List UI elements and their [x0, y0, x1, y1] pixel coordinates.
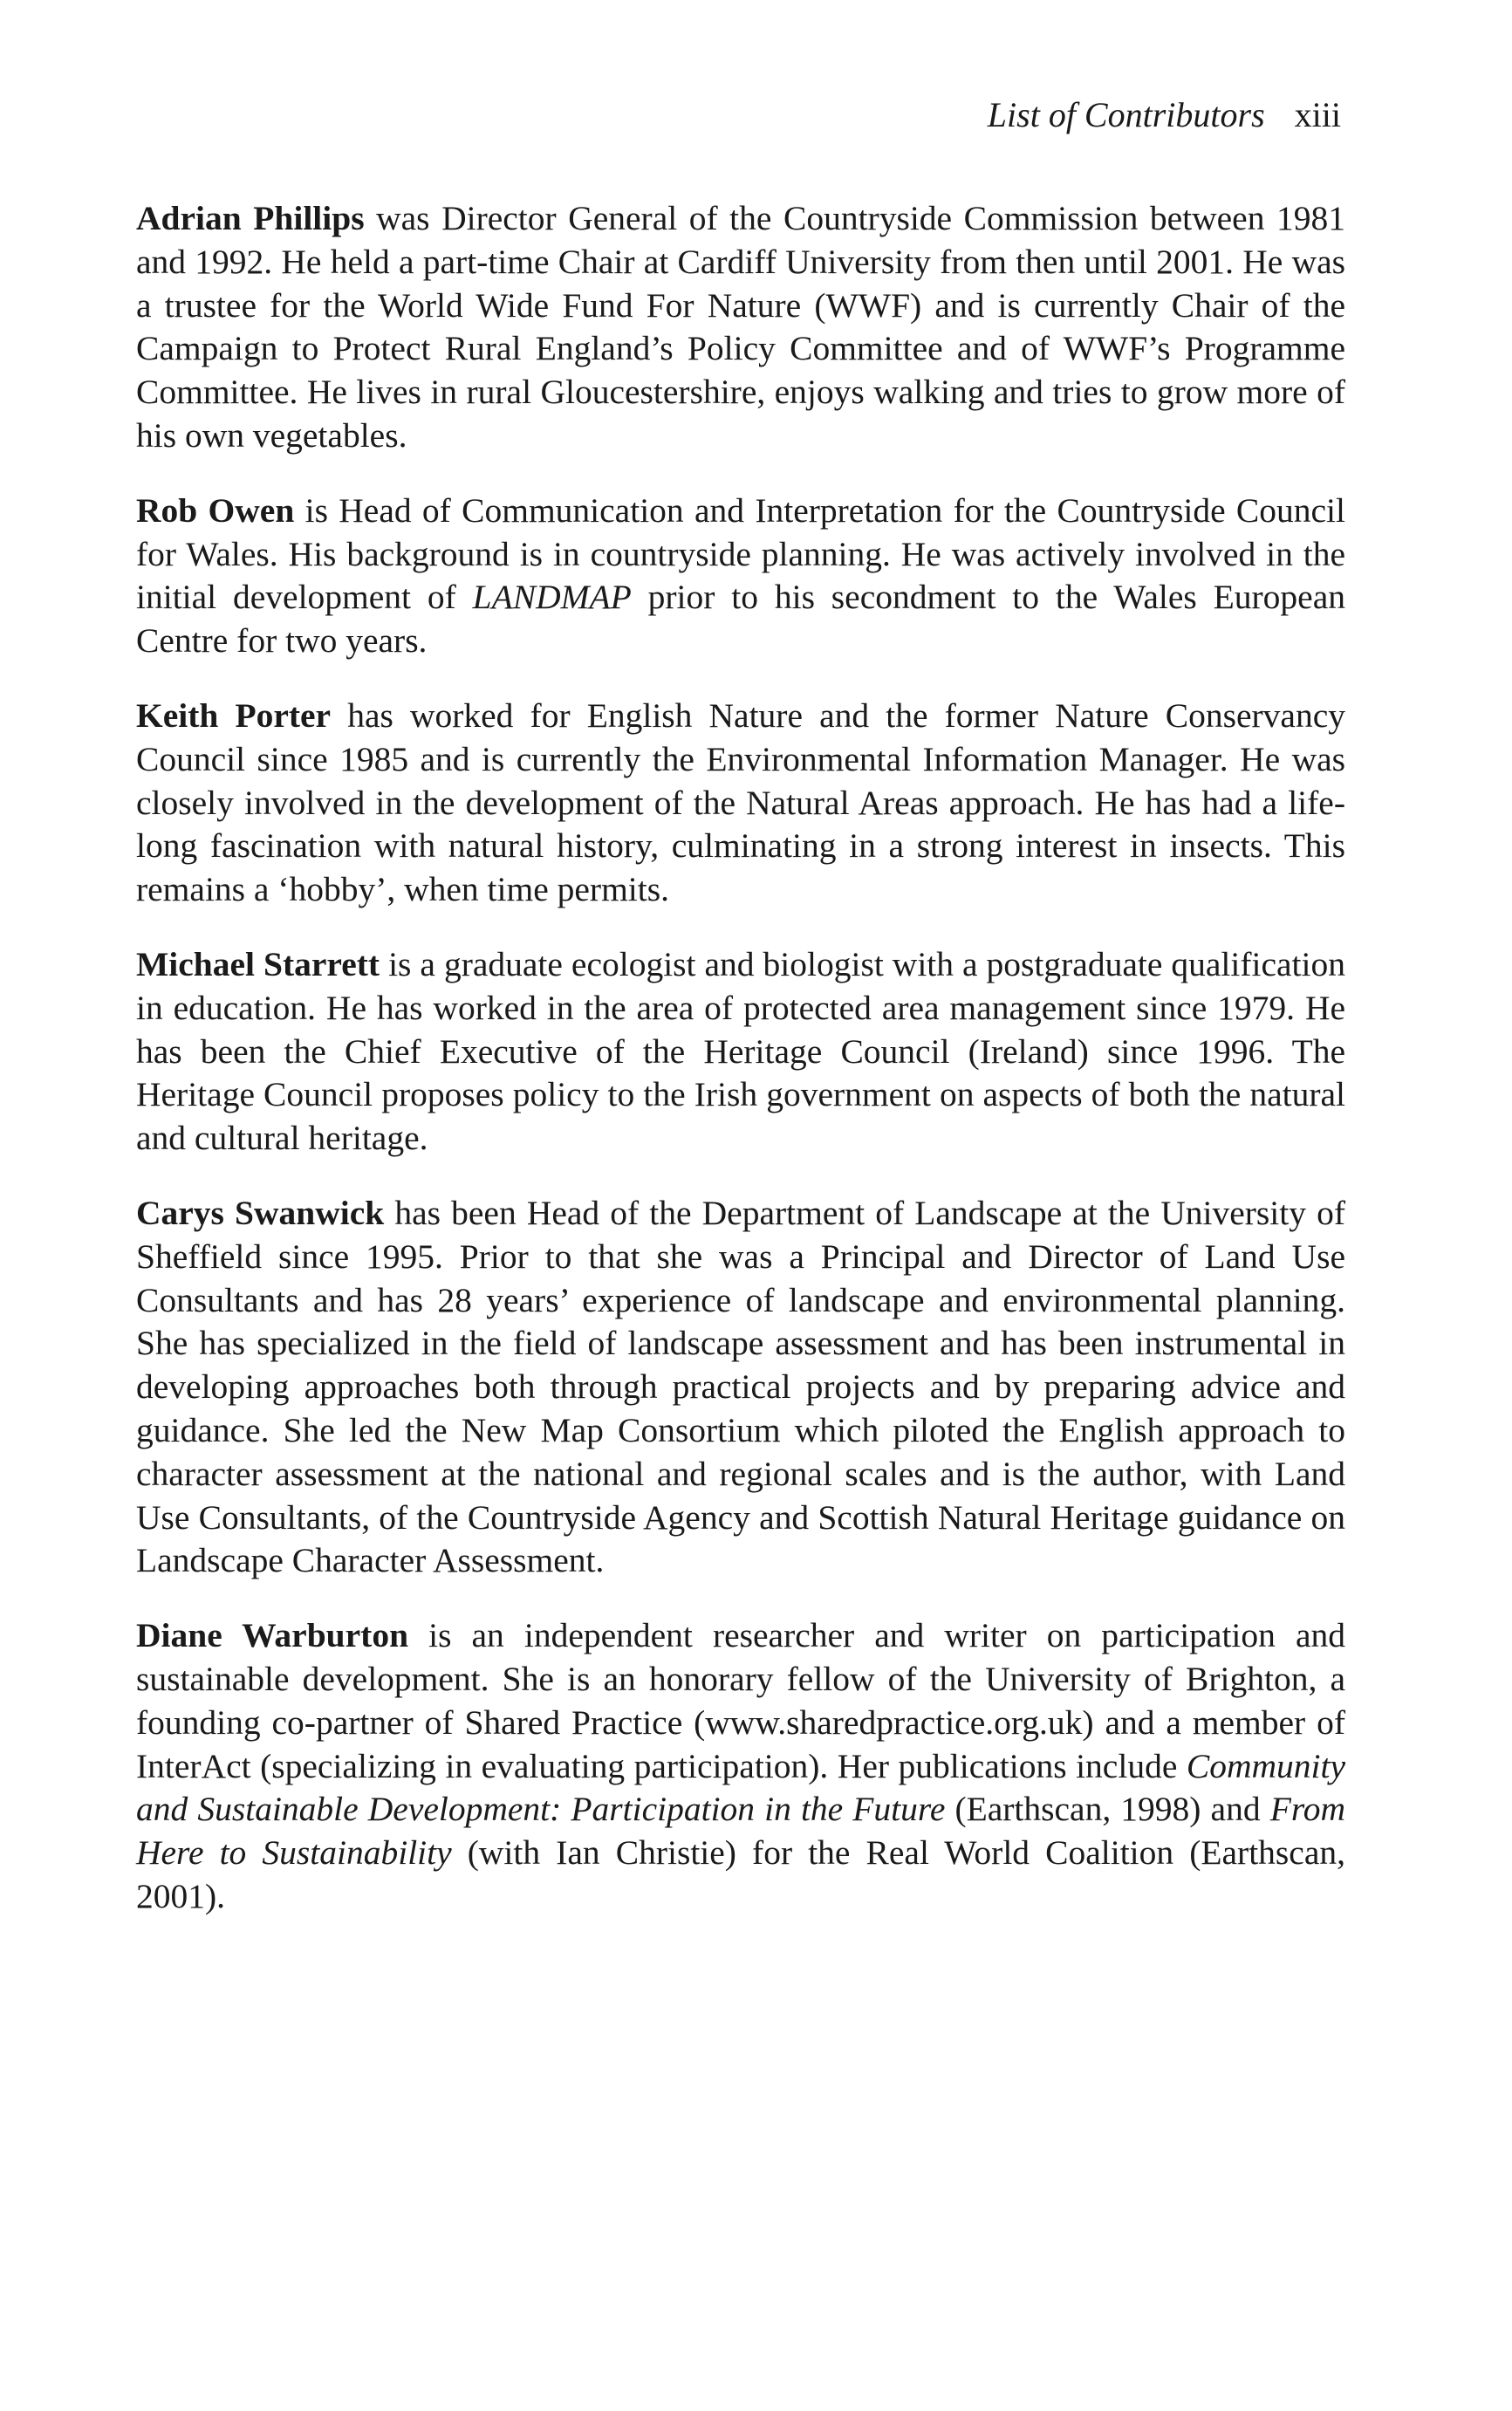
contributor-bio: is a graduate ecologist and biologist with a postgraduate qualification in education. He has worked in the area of protected area management since 1979. He has been the Chief Executive of the Heritage Council (Ireland) since 1996. The Heritage Council proposes policy to the Irish government on aspects of both the natural and cultural heritage.: [136, 944, 1345, 1158]
contributor-bio: (Earthscan, 1998) and: [945, 1790, 1270, 1829]
contributor-entry-michael-starrett: [136, 943, 1345, 1161]
contributor-bio: is Head of Communication and Interpretation for the Countryside Council for Wales. His background is in countryside planning. He was actively involved in the initial development of: [136, 490, 1345, 617]
contributor-entry-diane-warburton: [136, 1614, 1345, 1919]
contributor-bio: has been Head of the Department of Landscape at the University of Sheffield since 1995. Prior to that she was a Principal and Director of Land Use Consultants and has 28 years’ experience of landscape and environmental planning. She has specialized in the field of landscape assessment and has been instrumental in developing approaches both through practical projects and by preparing advice and guidance. She led the New Map Consortium which piloted the English approach to character assessment at the national and regional scales and is the author, with Land Use Consultants, of the Countryside Agency and Scottish Natural Heritage guidance on Landscape Character Assessment.: [136, 1193, 1345, 1580]
page-number: xiii: [1294, 95, 1341, 134]
contributor-name: Rob Owen: [136, 490, 295, 530]
publication-title: From Here to Sustainability: [136, 1790, 1345, 1873]
contributor-bio: is an independent researcher and writer on participation and sustainable development. She is an honorary fellow of the University of Brighton, a founding co-partner of Shared Practice (www.sharedpractice.org.uk) and a member of InterAct (specializing in evaluating participation). Her publications include: [136, 1616, 1345, 1785]
contributor-bio: has worked for English Nature and the former Nature Conservancy Council since 1985 and is currently the Environmental Information Manager. He was closely involved in the development of the Natural Areas approach. He has had a life-long fascination with natural history, culminating in a strong interest in insects. This remains a ‘hobby’, when time permits.: [136, 695, 1345, 909]
contributor-entry-keith-porter: [136, 695, 1345, 912]
contributor-entry-adrian-phillips: [136, 197, 1345, 458]
running-head: [988, 94, 1341, 136]
contributor-name: Adrian Phillips: [136, 199, 365, 237]
contributor-name: Michael Starrett: [136, 944, 380, 983]
contributor-name: Diane Warburton: [136, 1616, 409, 1655]
contributor-bio-italic: LANDMAP: [472, 578, 632, 617]
contributor-bio: was Director General of the Countryside Commission between 1981 and 1992. He held a part-time Chair at Cardiff University from then until 2001. He was a trustee for the World Wide Fund For Nature (WWF) and is currently Chair of the Campaign to Protect Rural England’s Policy Committee and of WWF’s Programme Committee. He lives in rural Gloucestershire, enjoys walking and tries to grow more of his own vegetables.: [136, 199, 1345, 455]
contributor-entry-rob-owen: [136, 490, 1345, 663]
contributor-name: Keith Porter: [136, 695, 332, 735]
contributor-name: Carys Swanwick: [136, 1193, 385, 1232]
contributor-entry-carys-swanwick: [136, 1192, 1345, 1583]
running-head-title: List of Contributors: [987, 95, 1265, 134]
contributor-bio: (with Ian Christie) for the Real World Coalition (Earthscan, 2001).: [136, 1833, 1345, 1915]
publication-title: Community and Sustainable Development: Participation in the Future: [136, 1746, 1345, 1829]
contributor-bio: prior to his secondment to the Wales European Centre for two years.: [136, 578, 1345, 661]
contributors-list: [136, 197, 1345, 1950]
